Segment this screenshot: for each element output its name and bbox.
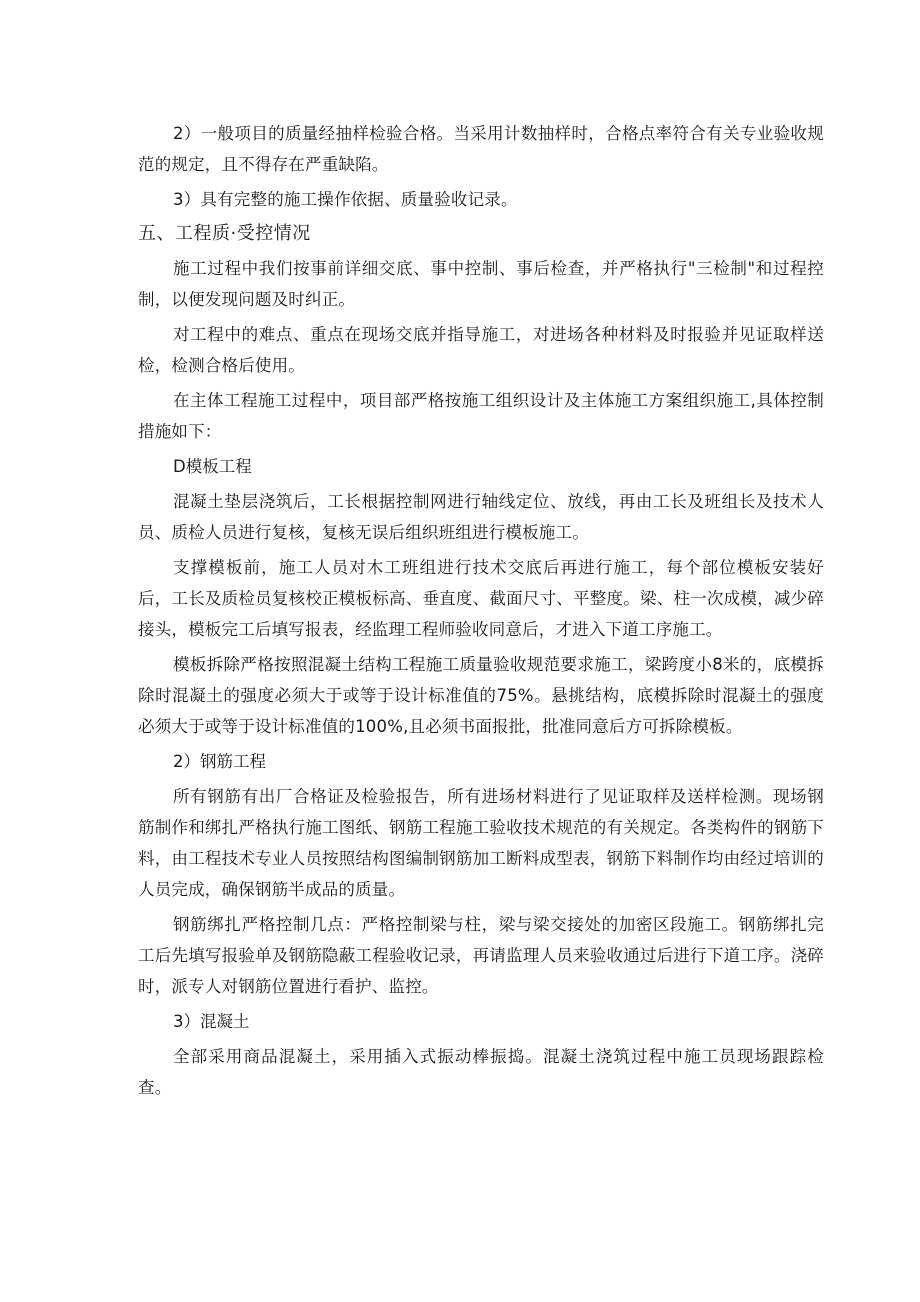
subsection-heading: D模板工程 bbox=[173, 457, 252, 476]
paragraph: 模板拆除严格按照混凝土结构工程施工质量验收规范要求施工，梁跨度小8米的，底模拆除时混凝土的强度必须大于或等于设计标准值的75%。悬挑结构，底模拆除时混凝土的强度必须大于或等于设计标准值的100%,且必须书面报批，批准同意后方可拆除模板。 bbox=[138, 655, 824, 736]
paragraph: 混凝土垫层浇筑后，工长根据控制网进行轴线定位、放线，再由工长及班组长及技术人员、质检人员进行复核，复核无误后组织班组进行模板施工。 bbox=[138, 492, 824, 542]
section-heading: 五、工程质·受控情况 bbox=[138, 223, 311, 244]
paragraph: 全部采用商品混凝土，采用插入式振动棒振捣。混凝土浇筑过程中施工员现场跟踪检查。 bbox=[138, 1047, 824, 1097]
paragraph: 支撑模板前，施工人员对木工班组进行技术交底后再进行施工，每个部位模板安装好后，工长及质检员复核校正模板标高、垂直度、截面尺寸、平整度。梁、柱一次成模，减少碎接头，模板完工后填写报表，经监理工程师验收同意后，才进入下道工序施工。 bbox=[138, 558, 824, 639]
paragraph: 在主体工程施工过程中，项目部严格按施工组织设计及主体施工方案组织施工,具体控制措施如下： bbox=[138, 391, 824, 441]
document-body bbox=[138, 118, 824, 1107]
paragraph: 2）一般项目的质量经抽样检验合格。当采用计数抽样时，合格点率符合有关专业验收规范的规定，且不得存在严重缺陷。 bbox=[138, 124, 824, 174]
subsection-heading: 3）混凝土 bbox=[173, 1012, 250, 1031]
paragraph: 对工程中的难点、重点在现场交底并指导施工，对进场各种材料及时报验并见证取样送检，检测合格后使用。 bbox=[138, 325, 824, 375]
paragraph: 施工过程中我们按事前详细交底、事中控制、事后检查，并严格执行"三检制"和过程控制，以便发现问题及时纠正。 bbox=[138, 259, 824, 309]
paragraph: 钢筋绑扎严格控制几点：严格控制梁与柱，梁与梁交接处的加密区段施工。钢筋绑扎完工后先填写报验单及钢筋隐蔽工程验收记录，再请监理人员来验收通过后进行下道工序。浇碎时，派专人对钢筋位置进行看护、监控。 bbox=[138, 915, 824, 996]
paragraph: 3）具有完整的施工操作依据、质量验收记录。 bbox=[173, 190, 518, 209]
subsection-heading: 2）钢筋工程 bbox=[173, 752, 266, 771]
paragraph: 所有钢筋有出厂合格证及检验报告，所有进场材料进行了见证取样及送样检测。现场钢筋制作和绑扎严格执行施工图纸、钢筋工程施工验收技术规范的有关规定。各类构件的钢筋下料，由工程技术专业人员按照结构图编制钢筋加工断料成型表，钢筋下料制作均由经过培训的人员完成，确保钢筋半成品的质量。 bbox=[138, 787, 824, 899]
